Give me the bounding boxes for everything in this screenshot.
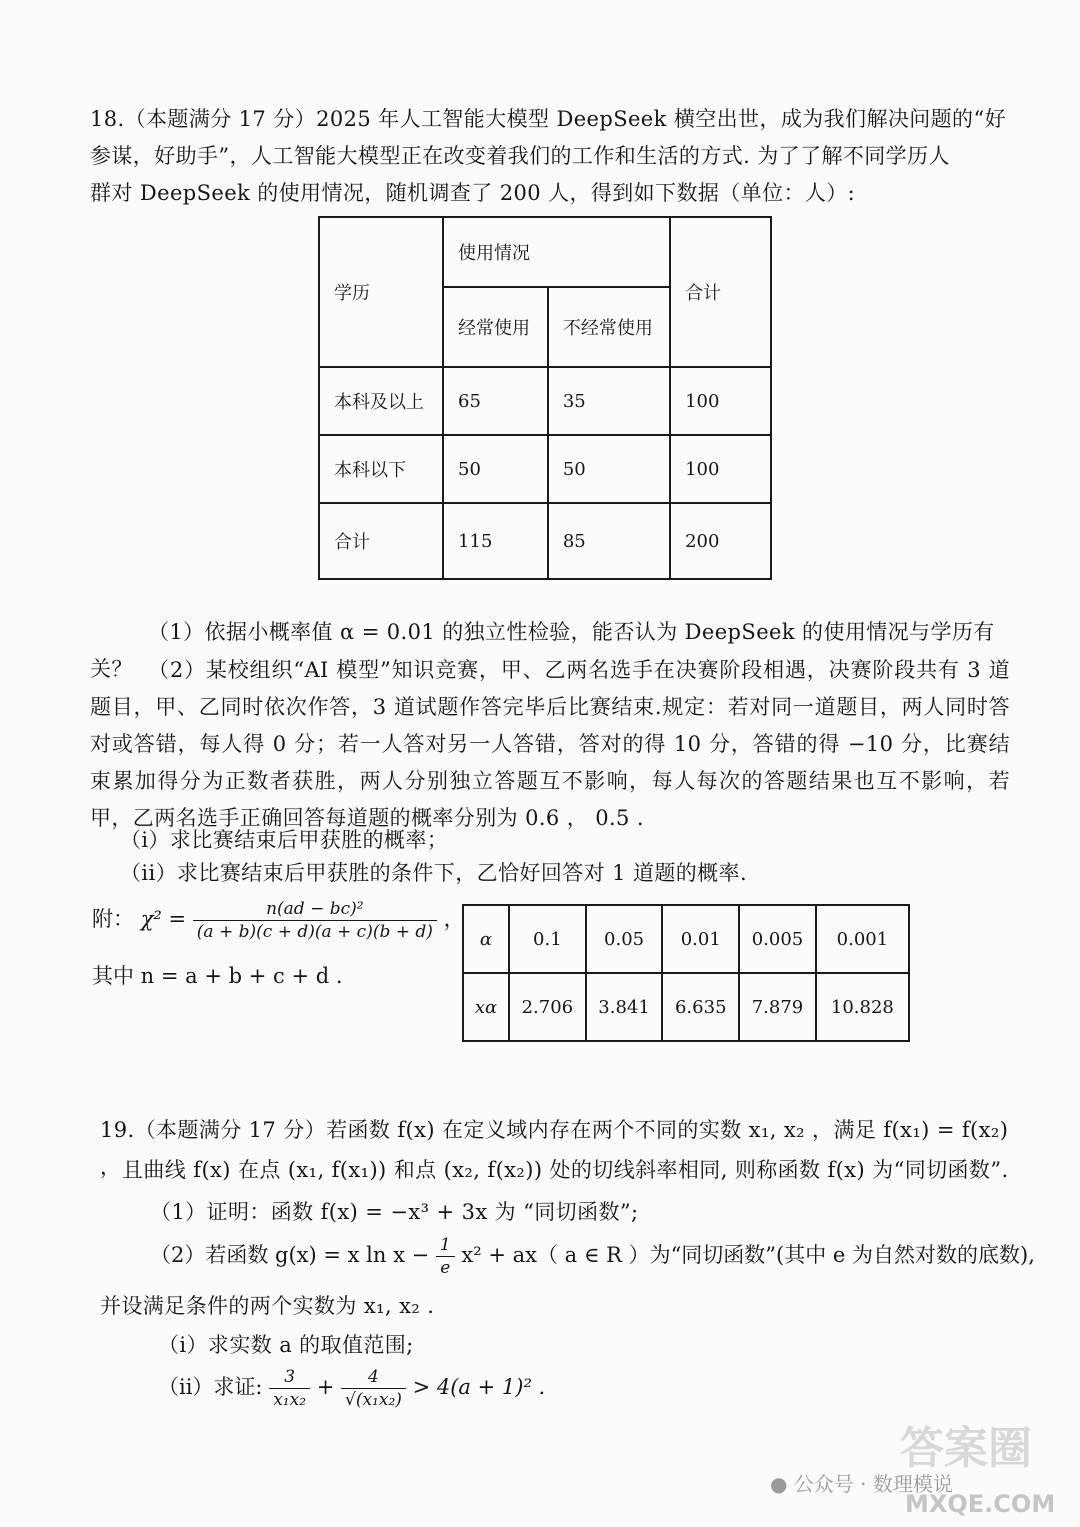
cell-often: 65	[443, 367, 548, 435]
watermark-stamp: 答案圈	[900, 1423, 1032, 1474]
n-definition: 其中 n = a + b + c + d .	[92, 964, 343, 988]
cell-total: 100	[670, 367, 771, 435]
q18-part1: （1）依据小概率值 α = 0.01 的独立性检验，能否认为 DeepSeek 的使用情况与学历有关？	[90, 620, 995, 681]
fraction-3	[269, 1366, 310, 1411]
x-cell: 3.841	[586, 973, 663, 1041]
chi-fraction	[193, 898, 437, 943]
one-over-e-fraction	[436, 1234, 455, 1279]
q18-line3: 群对 DeepSeek 的使用情况，随机调查了 200 人，得到如下数据（单位：人）:	[90, 181, 856, 205]
q19-part2	[150, 1234, 1035, 1279]
q18-line1: 18.（本题满分 17 分）2025 年人工智能大模型 DeepSeek 横空出世，成为我们解决问题的“好	[90, 107, 1006, 131]
chi-denominator: (a + b)(c + d)(a + c)(b + d)	[196, 922, 433, 942]
alpha-cell: 0.005	[739, 905, 816, 973]
header-not-often: 不经常使用	[548, 287, 670, 367]
frac-denominator: √(x₁x₂)	[345, 1390, 402, 1410]
cell-total: 100	[670, 435, 771, 503]
row-label: 本科及以上	[319, 367, 443, 435]
cell-often: 115	[443, 503, 548, 579]
alpha-label: α	[463, 905, 509, 973]
site-watermark: MXQE.COM	[905, 1490, 1056, 1518]
wechat-icon: ●	[770, 1472, 788, 1496]
g-def-right: x² + ax（ a ∈ R ）为“同切函数”(其中 e 为自然对数的底数),	[461, 1243, 1035, 1267]
plus-sign: +	[316, 1375, 335, 1399]
chi-comma: ，	[443, 907, 465, 931]
q18-part2-ii: （ii）求比赛结束后甲获胜的条件下，乙恰好回答对 1 道题的概率.	[120, 861, 748, 885]
q19-part1: （1）证明：函数 f(x) = −x³ + 3x 为 “同切函数”;	[150, 1200, 639, 1224]
table-row	[463, 905, 909, 973]
table-row	[319, 503, 771, 579]
q19-part2-ii	[158, 1366, 545, 1411]
row-label: 合计	[319, 503, 443, 579]
header-education: 学历	[319, 217, 443, 367]
x-alpha-label: xα	[463, 973, 509, 1041]
chi-square-formula	[92, 898, 465, 943]
wechat-watermark: ● 公众号 · 数理模说	[770, 1472, 953, 1496]
chi-numerator: n(ad − bc)²	[193, 898, 437, 921]
frac-denominator: x₁x₂	[273, 1390, 307, 1410]
cell-not-often: 50	[548, 435, 670, 503]
x-cell: 10.828	[816, 973, 909, 1041]
q18-part2: （2）某校组织“AI 模型”知识竞赛，甲、乙两名选手在决赛阶段相遇，决赛阶段共有 3 道题目，甲、乙同时依次作答，3 道试题作答完毕后比赛结束.规定：若对同一道题目，两人同时答对或答错，每人得 0 分；若一人答对另一人答错，答对的得 10 分，答错的得 −10 分，比赛结束累加得分为正数者获胜，两人分别独立答题互不影响，每人每次的答题结果也互不影响，若甲，乙两名选手正确回答每道题的概率分别为 0.6 ， 0.5 .	[90, 658, 1010, 830]
q18-part2-i: （i）求比赛结束后甲获胜的概率；	[120, 828, 449, 852]
cell-total: 200	[670, 503, 771, 579]
alpha-cell: 0.05	[586, 905, 663, 973]
q19-part2-i: （i）求实数 a 的取值范围;	[158, 1333, 414, 1357]
cell-not-often: 85	[548, 503, 670, 579]
frac-numerator: 4	[341, 1366, 406, 1389]
inequality-tail: > 4(a + 1)² .	[412, 1375, 546, 1399]
header-often: 经常使用	[443, 287, 548, 367]
frac-numerator: 1	[436, 1234, 455, 1257]
cell-not-often: 35	[548, 367, 670, 435]
chi-lhs: χ² =	[140, 907, 187, 931]
table-row	[319, 367, 771, 435]
appendix-label: 附：	[92, 907, 134, 931]
x-cell: 7.879	[739, 973, 816, 1041]
alpha-cell: 0.1	[509, 905, 586, 973]
q19-line1: 19.（本题满分 17 分）若函数 f(x) 在定义域内存在两个不同的实数 x₁, x₂ ，满足 f(x₁) = f(x₂) ，	[100, 1118, 1009, 1179]
critical-value-table	[462, 904, 910, 1042]
table-row	[463, 973, 909, 1041]
x-cell: 2.706	[509, 973, 586, 1041]
q19-part2-cont: 并设满足条件的两个实数为 x₁, x₂ .	[100, 1294, 435, 1318]
q18-line2: 参谋，好助手”，人工智能大模型正在改变着我们的工作和生活的方式. 为了了解不同学历人	[90, 144, 950, 168]
part-ii-label: （ii）求证:	[158, 1375, 263, 1399]
q19-line2: 且曲线 f(x) 在点 (x₁, f(x₁)) 和点 (x₂, f(x₂)) 处的切线斜率相同, 则称函数 f(x) 为“同切函数”.	[122, 1158, 1009, 1182]
cell-often: 50	[443, 435, 548, 503]
frac-numerator: 3	[269, 1366, 310, 1389]
alpha-cell: 0.001	[816, 905, 909, 973]
row-label: 本科以下	[319, 435, 443, 503]
header-total: 合计	[670, 217, 771, 367]
g-def-left: （2）若函数 g(x) = x ln x −	[150, 1243, 430, 1267]
fraction-4	[341, 1366, 406, 1411]
header-usage: 使用情况	[443, 217, 670, 287]
x-cell: 6.635	[662, 973, 739, 1041]
alpha-cell: 0.01	[662, 905, 739, 973]
frac-denominator: e	[440, 1258, 451, 1278]
usage-table	[318, 216, 772, 580]
table-row	[319, 435, 771, 503]
